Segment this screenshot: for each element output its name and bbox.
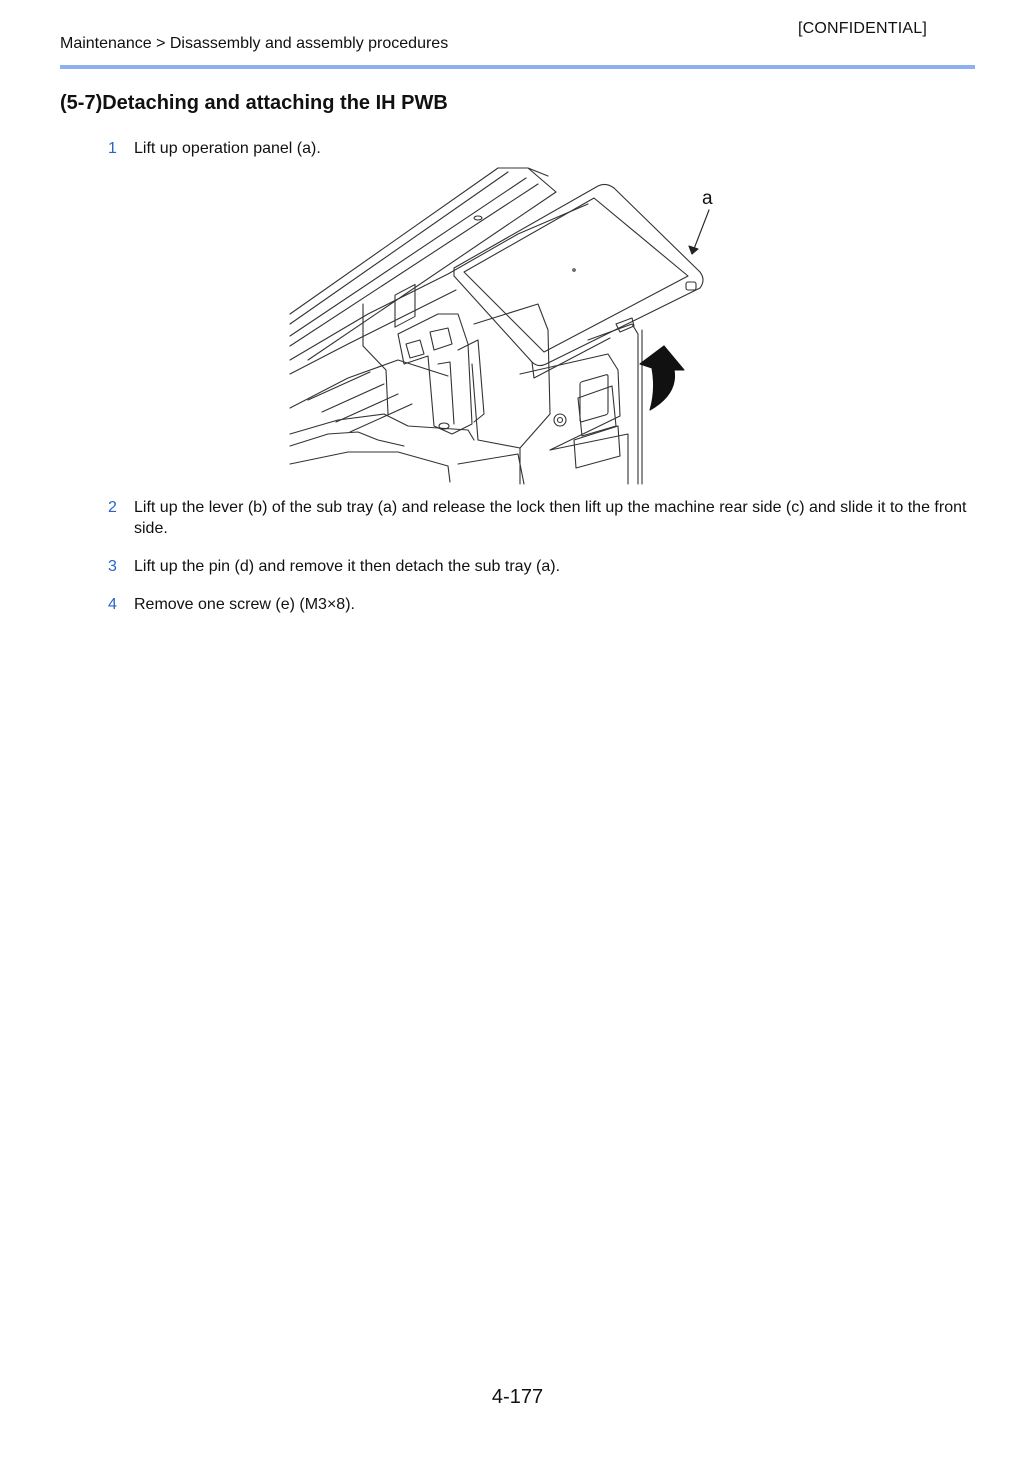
step-number: 2 [108, 499, 117, 516]
confidential-label: [CONFIDENTIAL] [798, 20, 928, 37]
step-4 [108, 594, 974, 615]
step-text: Lift up the pin (d) and remove it then detach the sub tray (a). [134, 558, 561, 575]
figure-callout-label: a [702, 188, 713, 209]
page-number: 4-177 [491, 1386, 544, 1408]
step-1 [108, 138, 974, 159]
step-3 [108, 556, 974, 577]
breadcrumb: Maintenance > Disassembly and assembly procedures [60, 35, 449, 52]
header-divider [60, 65, 975, 69]
operation-panel-figure [288, 164, 723, 488]
step-text: Lift up operation panel (a). [134, 140, 321, 157]
step-2 [108, 497, 974, 539]
step-number: 3 [108, 558, 117, 575]
section-title: (5-7)Detaching and attaching the IH PWB [60, 92, 448, 114]
step-number: 1 [108, 140, 117, 157]
operation-panel-line-drawing-icon [288, 164, 723, 488]
step-text: Lift up the lever (b) of the sub tray (a) and release the lock then lift up the machine rear side (c) and slide it to the front side. [134, 499, 967, 537]
step-text: Remove one screw (e) (M3×8). [134, 596, 355, 613]
step-number: 4 [108, 596, 117, 613]
